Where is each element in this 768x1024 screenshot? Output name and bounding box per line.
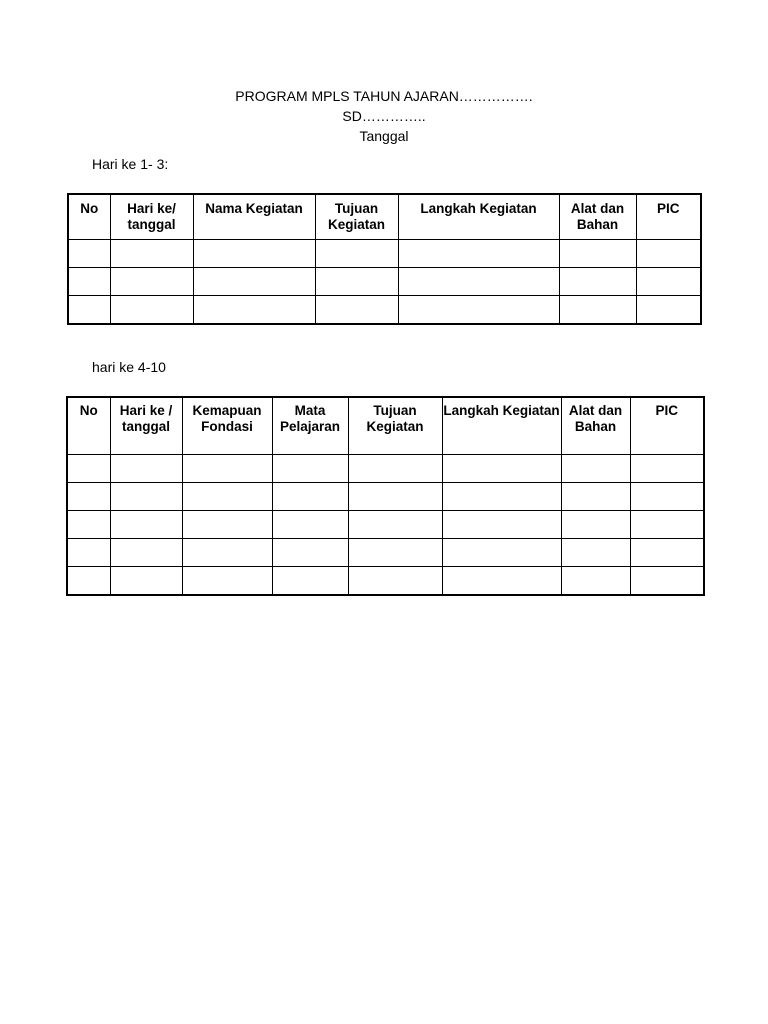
table-cell[interactable] bbox=[630, 567, 704, 596]
table-cell[interactable] bbox=[398, 296, 559, 325]
document-header bbox=[0, 86, 768, 146]
table-row bbox=[68, 240, 701, 268]
table-cell[interactable] bbox=[559, 268, 636, 296]
table-cell[interactable] bbox=[272, 455, 348, 483]
table-cell[interactable] bbox=[561, 483, 630, 511]
table-cell[interactable] bbox=[561, 455, 630, 483]
table-cell[interactable] bbox=[559, 296, 636, 325]
table-cell[interactable] bbox=[68, 240, 110, 268]
table-cell[interactable] bbox=[630, 511, 704, 539]
table-cell[interactable] bbox=[636, 268, 701, 296]
table-cell[interactable] bbox=[315, 296, 398, 325]
table-cell[interactable] bbox=[110, 511, 182, 539]
table-cell[interactable] bbox=[348, 455, 442, 483]
table-cell[interactable] bbox=[561, 511, 630, 539]
table-cell[interactable] bbox=[182, 483, 272, 511]
column-header-activity-steps: Langkah Kegiatan bbox=[398, 194, 559, 240]
table-cell[interactable] bbox=[348, 539, 442, 567]
column-header-pic: PIC bbox=[636, 194, 701, 240]
table-header-row bbox=[68, 194, 701, 240]
table-row bbox=[67, 539, 704, 567]
table-cell[interactable] bbox=[182, 567, 272, 596]
table-cell[interactable] bbox=[182, 455, 272, 483]
table-cell[interactable] bbox=[348, 567, 442, 596]
table-cell[interactable] bbox=[442, 539, 561, 567]
table-cell[interactable] bbox=[630, 455, 704, 483]
column-header-tools-materials: Alat dan Bahan bbox=[559, 194, 636, 240]
program-title: PROGRAM MPLS TAHUN AJARAN……………. bbox=[235, 88, 533, 104]
table-cell[interactable] bbox=[442, 455, 561, 483]
table-cell[interactable] bbox=[193, 268, 315, 296]
table-cell[interactable] bbox=[110, 240, 193, 268]
table-cell[interactable] bbox=[630, 483, 704, 511]
table-cell[interactable] bbox=[398, 268, 559, 296]
activity-table-day-1-3 bbox=[67, 193, 702, 325]
table-cell[interactable] bbox=[559, 240, 636, 268]
table-cell[interactable] bbox=[68, 268, 110, 296]
table-row bbox=[67, 567, 704, 596]
column-header-subject: Mata Pelajaran bbox=[272, 397, 348, 455]
table-cell[interactable] bbox=[110, 567, 182, 596]
table-cell[interactable] bbox=[110, 539, 182, 567]
table-cell[interactable] bbox=[272, 567, 348, 596]
table-cell[interactable] bbox=[348, 483, 442, 511]
table-cell[interactable] bbox=[193, 240, 315, 268]
table-cell[interactable] bbox=[636, 296, 701, 325]
table-cell[interactable] bbox=[272, 483, 348, 511]
table-cell[interactable] bbox=[110, 268, 193, 296]
table-cell[interactable] bbox=[67, 539, 110, 567]
table-cell[interactable] bbox=[67, 567, 110, 596]
table-cell[interactable] bbox=[315, 268, 398, 296]
table-cell[interactable] bbox=[398, 240, 559, 268]
table-row bbox=[67, 455, 704, 483]
table-cell[interactable] bbox=[630, 539, 704, 567]
table-cell[interactable] bbox=[67, 511, 110, 539]
column-header-activity-goal: Tujuan Kegiatan bbox=[348, 397, 442, 455]
table-cell[interactable] bbox=[110, 296, 193, 325]
table-cell[interactable] bbox=[182, 539, 272, 567]
table-cell[interactable] bbox=[193, 296, 315, 325]
table-cell[interactable] bbox=[348, 511, 442, 539]
table-header-row bbox=[67, 397, 704, 455]
column-header-tools-materials: Alat dan Bahan bbox=[561, 397, 630, 455]
table-row bbox=[68, 268, 701, 296]
table-cell[interactable] bbox=[561, 567, 630, 596]
school-name: SD………….. bbox=[342, 108, 426, 124]
table-cell[interactable] bbox=[636, 240, 701, 268]
table-cell[interactable] bbox=[272, 539, 348, 567]
column-header-pic: PIC bbox=[630, 397, 704, 455]
date-label: Tanggal bbox=[359, 128, 409, 144]
table-cell[interactable] bbox=[442, 511, 561, 539]
table-row bbox=[68, 296, 701, 325]
column-header-day-date: Hari ke/ tanggal bbox=[110, 194, 193, 240]
section2-label: hari ke 4-10 bbox=[92, 359, 166, 375]
table-row bbox=[67, 483, 704, 511]
table-cell[interactable] bbox=[315, 240, 398, 268]
table-cell[interactable] bbox=[561, 539, 630, 567]
column-header-activity-goal: Tujuan Kegiatan bbox=[315, 194, 398, 240]
column-header-activity-steps: Langkah Kegiatan bbox=[442, 397, 561, 455]
column-header-no: No bbox=[68, 194, 110, 240]
table-cell[interactable] bbox=[110, 455, 182, 483]
table-cell[interactable] bbox=[67, 483, 110, 511]
column-header-no: No bbox=[67, 397, 110, 455]
table-row bbox=[67, 511, 704, 539]
table-cell[interactable] bbox=[272, 511, 348, 539]
column-header-foundation-ability: Kemapuan Fondasi bbox=[182, 397, 272, 455]
table-cell[interactable] bbox=[110, 483, 182, 511]
column-header-day-date: Hari ke / tanggal bbox=[110, 397, 182, 455]
table-cell[interactable] bbox=[442, 567, 561, 596]
column-header-activity-name: Nama Kegiatan bbox=[193, 194, 315, 240]
activity-table-day-4-10 bbox=[66, 396, 705, 596]
table-cell[interactable] bbox=[68, 296, 110, 325]
table-cell[interactable] bbox=[67, 455, 110, 483]
table-cell[interactable] bbox=[182, 511, 272, 539]
table-cell[interactable] bbox=[442, 483, 561, 511]
section1-label: Hari ke 1- 3: bbox=[92, 156, 169, 172]
